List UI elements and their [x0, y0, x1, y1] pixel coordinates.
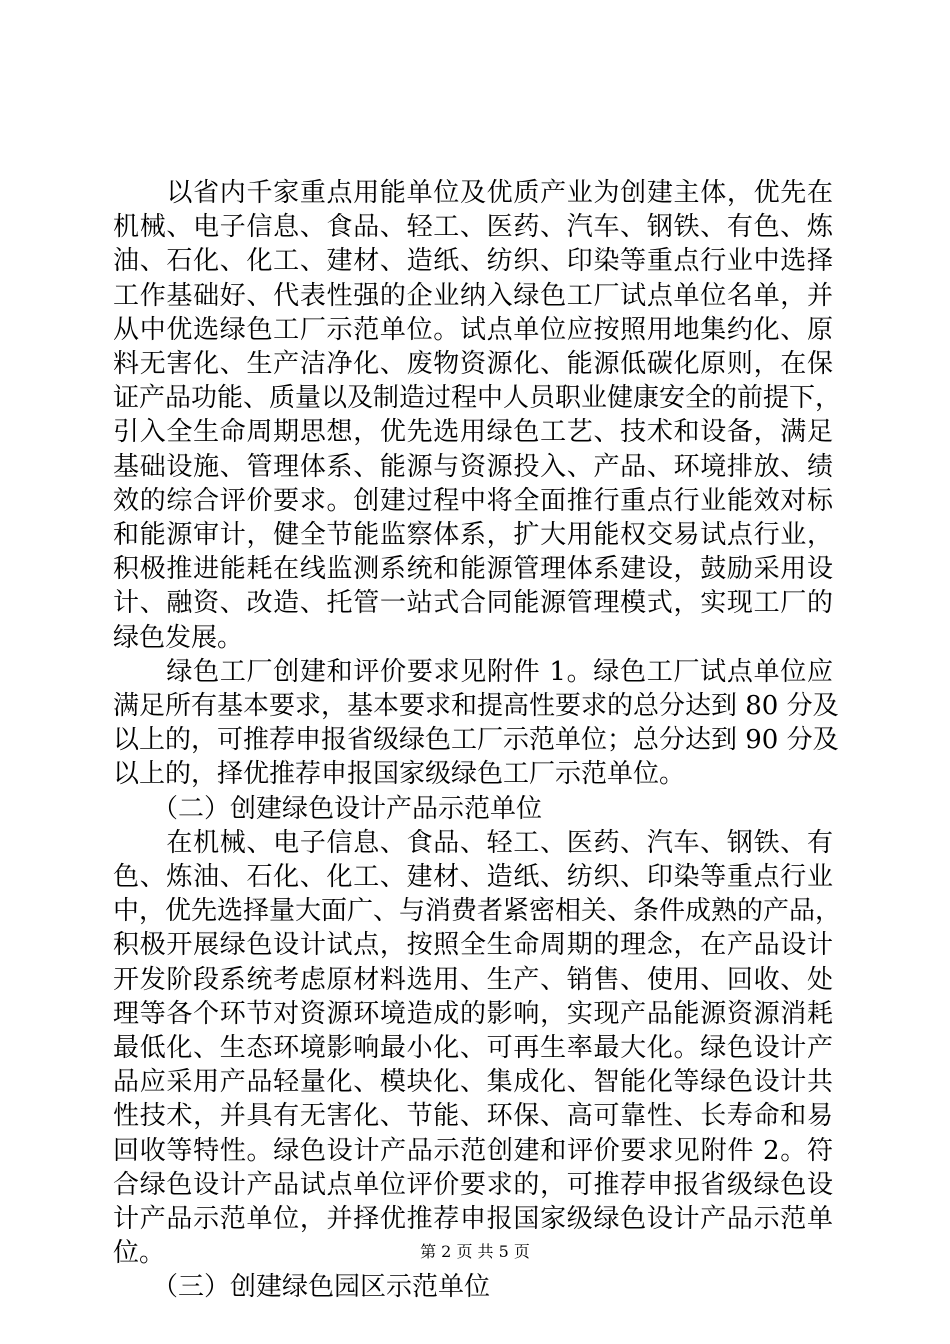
paragraph-line: 以上的，择优推荐申报国家级绿色工厂示范单位。 [113, 759, 686, 790]
paragraph-line: 和能源审计，健全节能监察体系，扩大用能权交易试点行业， [113, 520, 833, 550]
paragraph-line: 基础设施、管理体系、能源与资源投入、产品、环境排放、绩 [113, 451, 833, 482]
paragraph-line: 机械、电子信息、食品、轻工、医药、汽车、钢铁、有色、炼 [113, 212, 833, 243]
paragraph-line: 色、炼油、石化、化工、建材、造纸、纺织、印染等重点行业 [113, 862, 833, 892]
paragraph-line: 绿色发展。 [113, 622, 244, 653]
paragraph-line: 油、石化、化工、建材、造纸、纺织、印染等重点行业中选择 [113, 246, 833, 277]
page-footer: 第 2 页 共 5 页 [420, 1242, 530, 1261]
paragraph-line: 位。 [113, 1238, 166, 1269]
paragraph-line: 料无害化、生产洁净化、废物资源化、能源低碳化原则，在保 [113, 349, 833, 379]
paragraph-line: 以省内千家重点用能单位及优质产业为创建主体，优先在 [113, 178, 833, 208]
section-heading-line: （二）创建绿色设计产品示范单位 [113, 793, 543, 824]
paragraph-line: 性技术，并具有无害化、节能、环保、高可靠性、长寿命和易 [113, 1101, 833, 1132]
paragraph-line: 中，优先选择量大面广、与消费者紧密相关、条件成熟的产品， [113, 896, 842, 927]
paragraph-line: 品应采用产品轻量化、模块化、集成化、智能化等绿色设计共 [113, 1067, 833, 1098]
paragraph-line: 理等各个环节对资源环境造成的影响，实现产品能源资源消耗 [113, 998, 833, 1029]
paragraph-line: 从中优选绿色工厂示范单位。试点单位应按照用地集约化、原 [113, 314, 833, 345]
paragraph-line: 计产品示范单位，并择优推荐申报国家级绿色设计产品示范单 [113, 1204, 833, 1234]
paragraph-line: 回收等特性。绿色设计产品示范创建和评价要求见附件 2。符 [113, 1135, 833, 1166]
paragraph-line: 最低化、生态环境影响最小化、可再生率最大化。绿色设计产 [113, 1033, 833, 1063]
paragraph-line: 积极推进能耗在线监测系统和能源管理体系建设，鼓励采用设 [113, 554, 833, 585]
paragraph-line: 在机械、电子信息、食品、轻工、医药、汽车、钢铁、有 [113, 827, 833, 858]
paragraph-line: 证产品功能、质量以及制造过程中人员职业健康安全的前提下， [113, 383, 842, 414]
paragraph-line: 合绿色设计产品试点单位评价要求的，可推荐申报省级绿色设 [113, 1169, 833, 1200]
paragraph-line: 引入全生命周期思想，优先选用绿色工艺、技术和设备，满足 [113, 417, 833, 448]
paragraph-line: 开发阶段系统考虑原材料选用、生产、销售、使用、回收、处 [113, 964, 833, 995]
paragraph-line: 满足所有基本要求，基本要求和提高性要求的总分达到 80 分及 [113, 691, 839, 721]
paragraph-line: 工作基础好、代表性强的企业纳入绿色工厂试点单位名单，并 [113, 280, 833, 311]
section-heading-line: （三）创建绿色园区示范单位 [113, 1272, 491, 1303]
paragraph-line: 效的综合评价要求。创建过程中将全面推行重点行业能效对标 [113, 485, 833, 516]
paragraph-line: 绿色工厂创建和评价要求见附件 1。绿色工厂试点单位应 [113, 656, 833, 687]
paragraph-line: 积极开展绿色设计试点，按照全生命周期的理念，在产品设计 [113, 930, 833, 961]
paragraph-line: 计、融资、改造、托管一站式合同能源管理模式，实现工厂的 [113, 588, 833, 619]
paragraph-line: 以上的，可推荐申报省级绿色工厂示范单位；总分达到 90 分及 [113, 725, 839, 756]
